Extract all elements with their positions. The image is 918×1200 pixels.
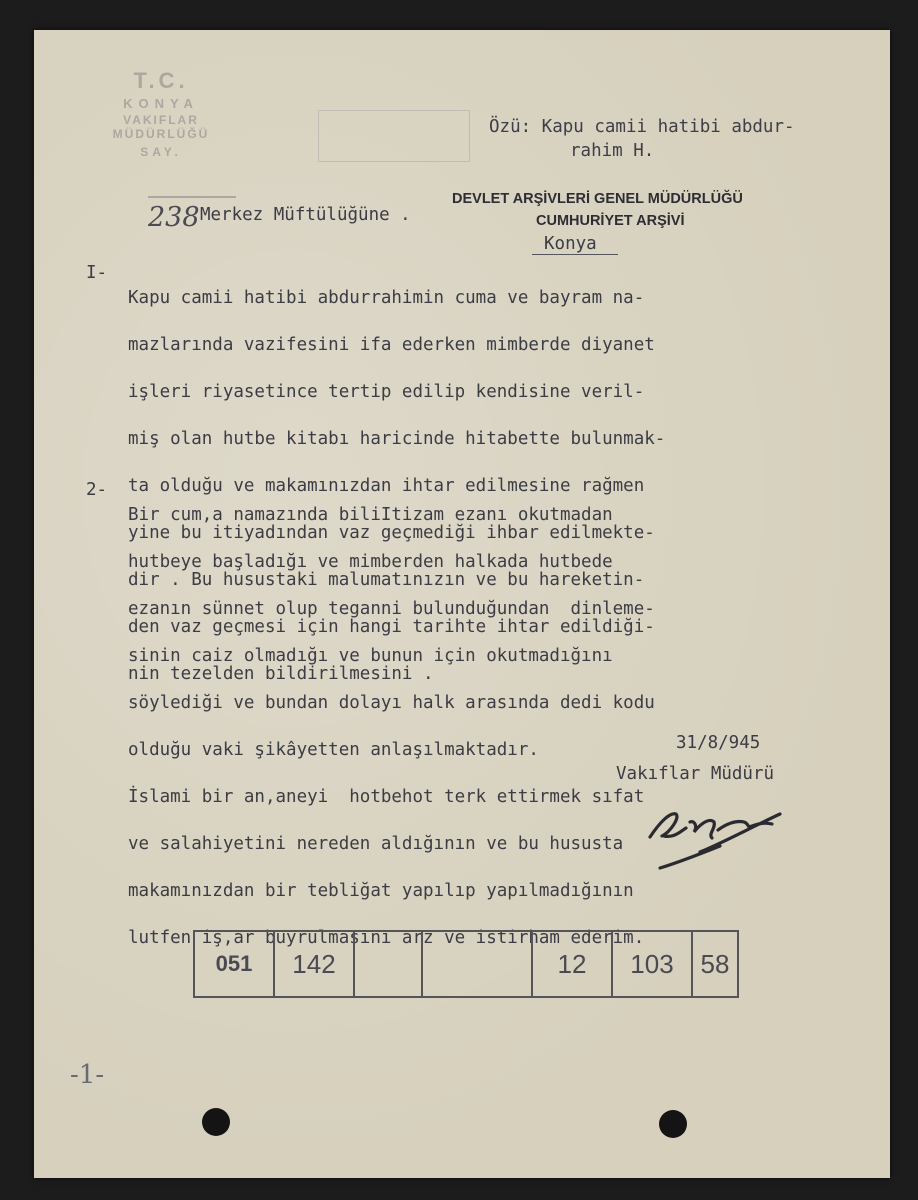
paragraph-2 bbox=[128, 480, 655, 974]
tc-konya-stamp bbox=[76, 68, 246, 208]
subject-line-2: rahim H. bbox=[570, 141, 655, 161]
stamp-line-3: VAKIFLAR MÜDÜRLÜĞÜ bbox=[112, 113, 210, 141]
ref-cell bbox=[355, 932, 423, 996]
ref-cell: 142 bbox=[275, 932, 355, 996]
recipient: Merkez Müftülüğüne . bbox=[200, 205, 411, 225]
stamp-line-1: T.C. bbox=[133, 68, 189, 93]
paragraph-line: lutfen iş,ar buyrulmasını arz ve istirham ederim. bbox=[128, 927, 645, 948]
archive-stamp-line-2: CUMHURİYET ARŞİVİ bbox=[536, 213, 685, 229]
stamp-line-2: KONYA bbox=[123, 96, 199, 111]
ref-cell: 103 bbox=[613, 932, 693, 996]
paragraph-line: miş olan hutbe kitabı haricinde hitabette bulunmak- bbox=[128, 428, 666, 449]
ref-cell: 58 bbox=[700, 948, 730, 979]
paragraph-line: dir . Bu husustaki malumatınızın ve bu hareketin- bbox=[128, 569, 645, 590]
subject-block bbox=[489, 115, 795, 163]
paragraph-line: Kapu camii hatibi abdurrahimin cuma ve bayram na- bbox=[128, 287, 645, 308]
stamp-line-4: SAY. bbox=[140, 145, 182, 159]
paragraph-2-number: 2- bbox=[86, 480, 108, 500]
signature-image bbox=[640, 792, 800, 882]
archive-stamp bbox=[452, 188, 743, 232]
paragraph-line: söylediği ve bundan dolayı halk arasında dedi kodu bbox=[128, 692, 655, 713]
city-underline bbox=[532, 254, 618, 255]
paragraph-line: nin tezelden bildirilmesini . bbox=[128, 663, 434, 684]
paragraph-line: ezanın sünnet olup teganni bulunduğundan dinleme- bbox=[128, 598, 655, 619]
faded-box-mark bbox=[318, 110, 470, 162]
city: Konya bbox=[544, 234, 597, 254]
paragraph-line: sinin caiz olmadığı ve bunun için okutmadığını bbox=[128, 645, 613, 666]
signer-title: Vakıflar Müdürü bbox=[616, 764, 775, 784]
paragraph-line: olduğu vaki şikâyetten anlaşılmaktadır. bbox=[128, 739, 539, 760]
reference-table bbox=[193, 930, 739, 998]
paragraph-line: hutbeye başladığı ve mimberden halkada hutbede bbox=[128, 551, 613, 572]
paragraph-line: işleri riyasetince tertip edilip kendisine veril- bbox=[128, 381, 645, 402]
ref-cell bbox=[423, 932, 533, 996]
ref-cell: 12 bbox=[533, 932, 613, 996]
paragraph-line: makamınızdan bir tebliğat yapılıp yapılmadığının bbox=[128, 880, 634, 901]
letter-date: 31/8/945 bbox=[676, 733, 761, 753]
paragraph-line: mazlarında vazifesini ifa ederken mimberde diyanet bbox=[128, 334, 655, 355]
paragraph-line: den vaz geçmesi için hangi tarihte ihtar edildiği- bbox=[128, 616, 655, 637]
paragraph-line: İslami bir an,aneyi hotbehot terk ettirmek sıfat bbox=[128, 786, 645, 807]
paragraph-line: yine bu itiyadından vaz geçmediği ihbar edilmekte- bbox=[128, 522, 655, 543]
subject-line-1: Özü: Kapu camii hatibi abdur- bbox=[489, 117, 795, 137]
paragraph-line: ta olduğu ve makamınızdan ihtar edilmesine rağmen bbox=[128, 475, 645, 496]
handwritten-number: 238 bbox=[148, 202, 200, 233]
page-mark: -1- bbox=[70, 1060, 105, 1090]
paragraph-line: Bir cum,a namazında biliItizam ezanı okutmadan bbox=[128, 504, 613, 525]
archive-stamp-line-1: DEVLET ARŞİVLERİ GENEL MÜDÜRLÜĞÜ bbox=[452, 191, 743, 207]
paragraph-line: ve salahiyetini nereden aldığının ve bu hususta bbox=[128, 833, 624, 854]
stamp-rule bbox=[148, 196, 236, 198]
paragraph-1-number: I- bbox=[86, 263, 108, 283]
punch-hole-left bbox=[202, 1108, 230, 1136]
ref-cell: 051 bbox=[195, 932, 275, 996]
punch-hole-right bbox=[659, 1110, 687, 1138]
